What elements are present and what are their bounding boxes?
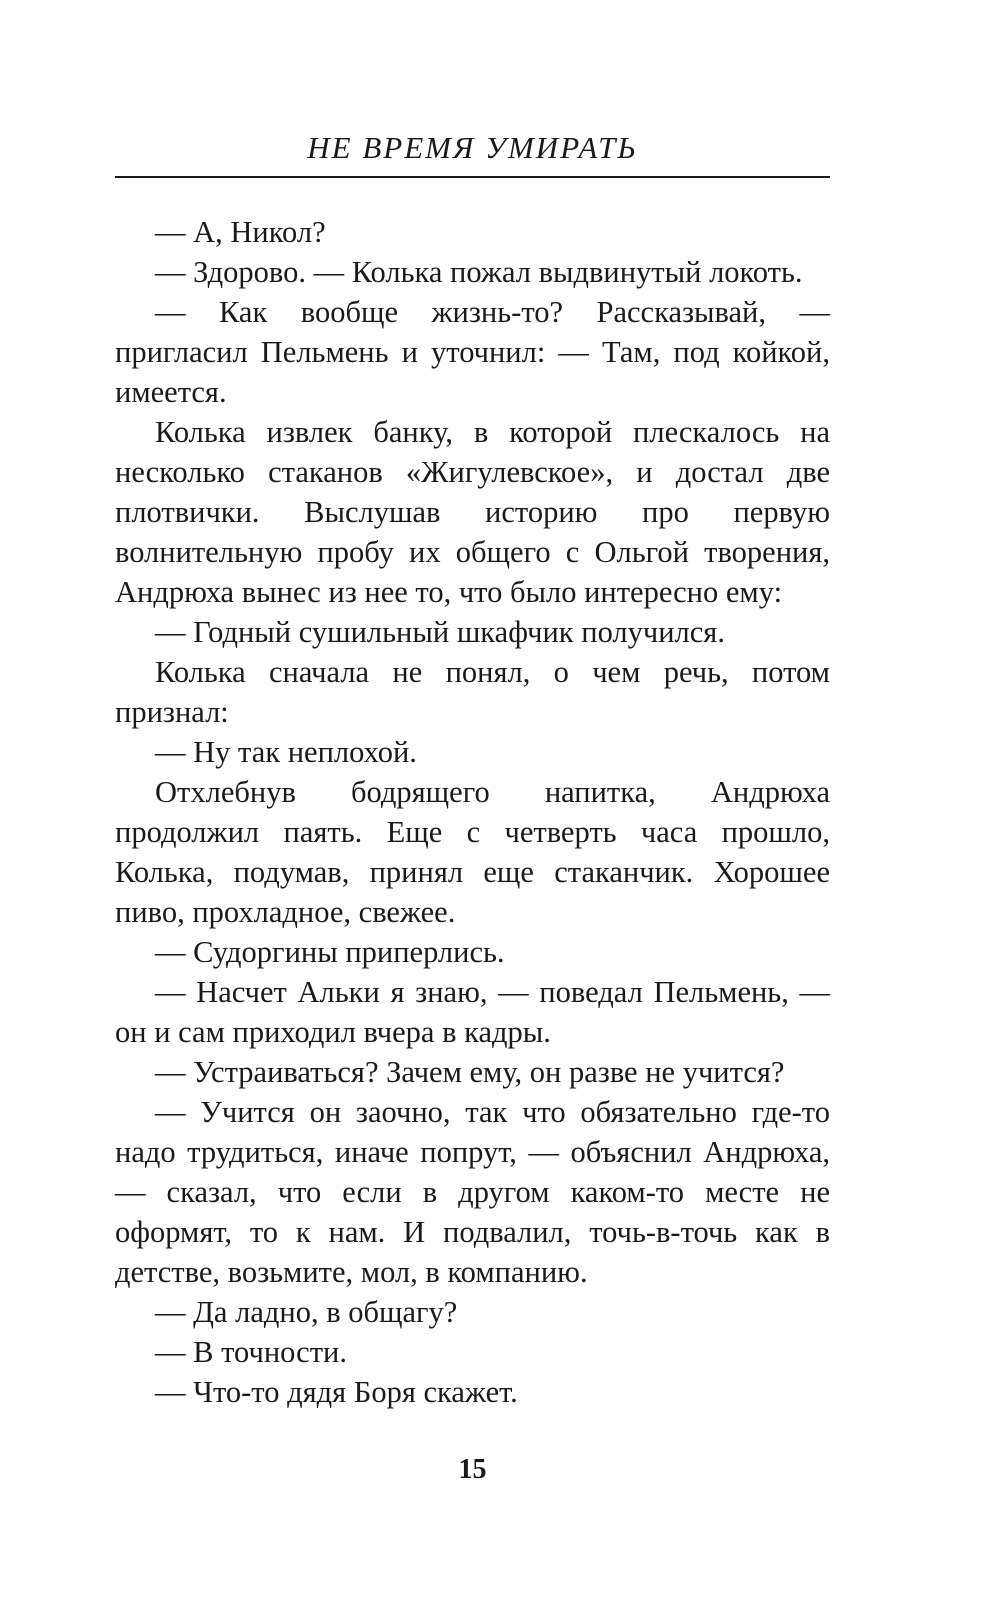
paragraph: — Как вообще жизнь-то? Рассказывай, — пригласил Пельмень и уточнил: — Там, под койкой, имеется. — [115, 295, 830, 409]
paragraph: — Устраиваться? Зачем ему, он разве не учится? — [155, 1055, 785, 1089]
paragraph: — Годный сушильный шкафчик получился. — [155, 615, 725, 649]
paragraph: — Здорово. — Колька пожал выдвинутый локоть. — [155, 255, 803, 289]
body-text — [115, 212, 830, 1412]
header-rule — [115, 176, 830, 178]
paragraph: — В точности. — [155, 1335, 347, 1369]
paragraph: — А, Никол? — [155, 215, 326, 249]
running-head-title: НЕ ВРЕМЯ УМИРАТЬ — [307, 130, 638, 165]
paragraph: Отхлебнув бодрящего напитка, Андрюха продолжил паять. Еще с четверть часа прошло, Колька, подумав, принял еще стаканчик. Хорошее пиво, прохладное, свежее. — [115, 775, 830, 929]
paragraph: — Судоргины приперлись. — [155, 935, 505, 969]
paragraph: — Ну так неплохой. — [155, 735, 417, 769]
paragraph: Колька сначала не понял, о чем речь, потом признал: — [115, 655, 830, 729]
paragraph: Колька извлек банку, в которой плескалось на несколько стаканов «Жигулевское», и достал две плотвички. Выслушав историю про первую волнительную пробу их общего с Ольгой творения, Андрюха вынес из нее то, что было интересно ему: — [115, 415, 830, 609]
paragraph: — Насчет Альки я знаю, — поведал Пельмень, — он и сам приходил вчера в кадры. — [115, 975, 830, 1049]
paragraph: — Да ладно, в общагу? — [155, 1295, 458, 1329]
paragraph: — Учится он заочно, так что обязательно где-то надо трудиться, иначе попрут, — объяснил Андрюха, — сказал, что если в другом каком-то месте не оформят, то к нам. И подвалил, точь-в-точь как в детстве, возьмите, мол, в компанию. — [115, 1095, 830, 1289]
page-number: 15 — [458, 1454, 487, 1485]
paragraph: — Что-то дядя Боря скажет. — [155, 1375, 518, 1409]
